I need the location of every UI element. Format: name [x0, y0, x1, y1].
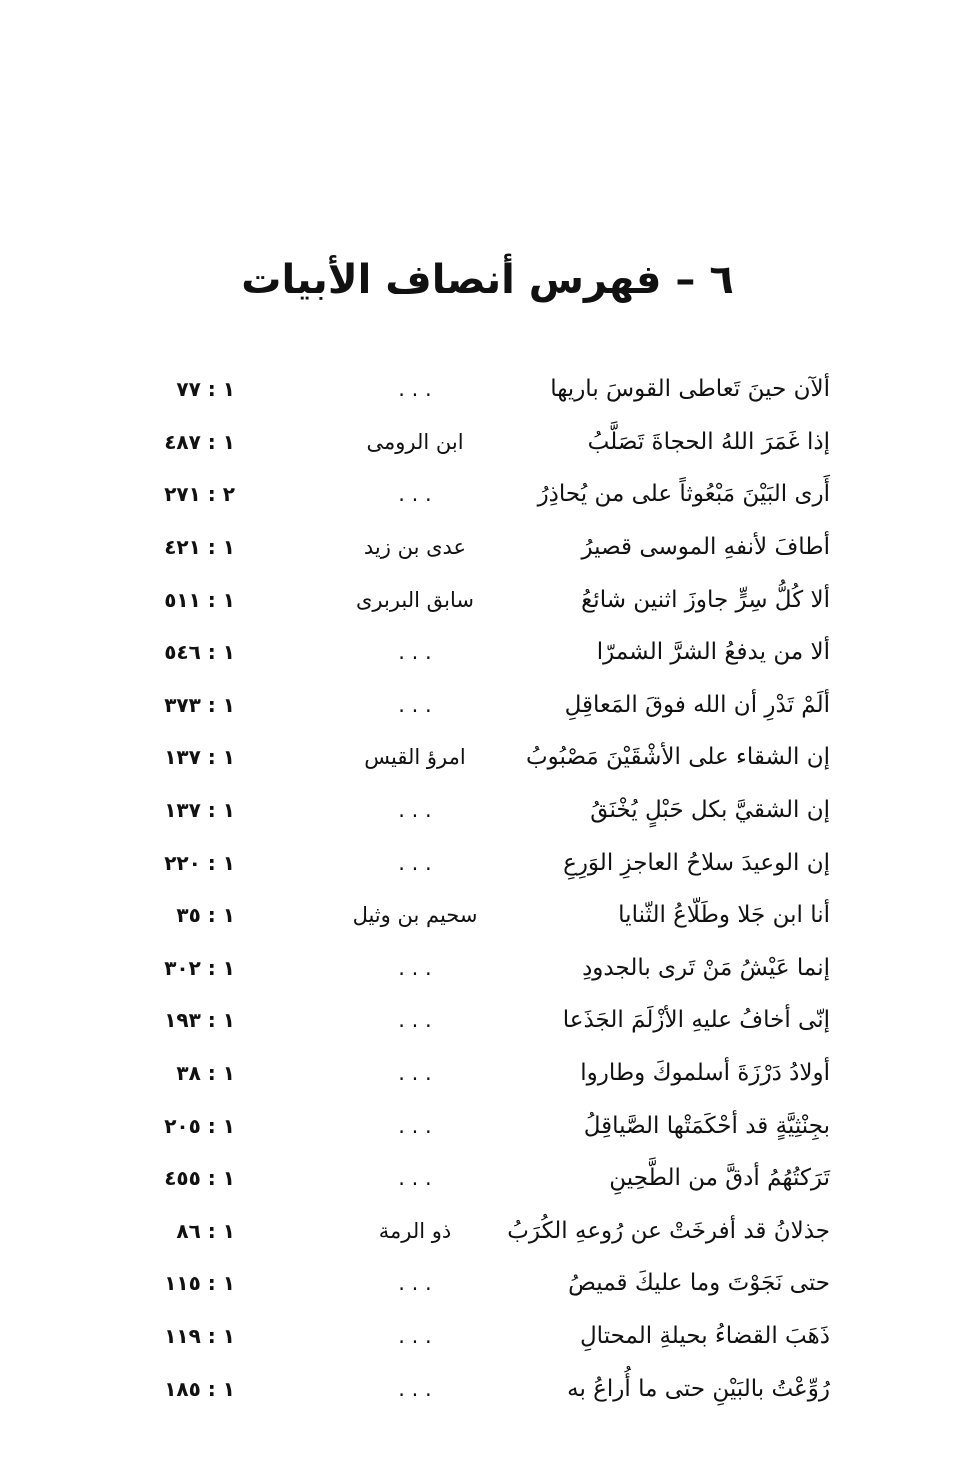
half-verse: أولادُ دَرْزَةَ أسلموكَ وطاروا	[580, 1060, 830, 1087]
half-verse: بجِنْثِيَّةٍ قد أحْكَمَتْها الصَّياقِلُ	[583, 1112, 830, 1139]
verse-reference: ١ : ٢٠٥	[164, 1113, 235, 1138]
half-verse: ألا من يدفعُ الشرَّ الشمرّا	[596, 639, 830, 666]
verse-reference: ١ : ٤٨٧	[164, 429, 235, 454]
verse-reference: ١ : ٥٤٦	[164, 640, 235, 665]
verse-reference: ١ : ٧٧	[176, 377, 235, 402]
poet-name: . . .	[398, 1271, 432, 1296]
poet-name: . . .	[398, 955, 432, 980]
poet-name: . . .	[398, 1323, 432, 1348]
poet-name: امرؤ القيس	[364, 745, 466, 770]
half-verse: رُوِّعْتُ بالبَيْنِ حتى ما أُراعُ به	[567, 1375, 830, 1402]
list-item	[140, 784, 830, 837]
poet-name: ابن الرومى	[366, 429, 464, 454]
page-title: ٦ – فهرس أنصاف الأبيات	[241, 257, 734, 303]
poet-name: . . .	[398, 692, 432, 717]
verse-reference: ١ : ٥١١	[164, 587, 235, 612]
verse-reference: ١ : ١٩٣	[164, 1008, 235, 1033]
list-item	[140, 731, 830, 784]
half-verse: إنّى أخافُ عليهِ الأزْلَمَ الجَذَعا	[562, 1007, 830, 1034]
list-item	[140, 1205, 830, 1258]
half-verse: إن الوعيدَ سلاحُ العاجزِ الوَرِعِ	[563, 849, 830, 876]
verse-reference: ١ : ٣٠٢	[164, 955, 235, 980]
half-verse: إن الشقيَّ بكل حَبْلٍ يُخْنَقُ	[590, 797, 830, 824]
verse-reference: ١ : ٣٧٣	[164, 692, 235, 717]
poet-name: عدى بن زيد	[363, 535, 467, 560]
verse-reference: ١ : ٤٢١	[164, 535, 235, 560]
poet-name: . . .	[398, 1113, 432, 1138]
list-item	[140, 994, 830, 1047]
verse-reference: ١ : ٨٦	[176, 1218, 235, 1243]
poet-name: . . .	[398, 377, 432, 402]
poet-name: . . .	[398, 1166, 432, 1191]
verse-reference: ١ : ١٣٧	[164, 745, 235, 770]
list-item	[140, 1099, 830, 1152]
poet-name: ذو الرمة	[378, 1218, 452, 1243]
list-item	[140, 1257, 830, 1310]
list-item	[140, 1047, 830, 1100]
list-item	[140, 521, 830, 574]
poet-name: . . .	[398, 1376, 432, 1401]
half-verse: أَرى البَيْنَ مَبْعُوثاً على من يُحاذِرُ	[537, 481, 830, 508]
verse-reference: ١ : ١٨٥	[164, 1376, 235, 1401]
verse-reference: ١ : ٢٢٠	[164, 850, 235, 875]
list-item	[140, 416, 830, 469]
verse-reference: ١ : ٣٥	[176, 903, 235, 928]
half-verse: ألآن حينَ تَعاطى القوسَ باريها	[550, 376, 830, 403]
poet-name: . . .	[398, 1008, 432, 1033]
half-verse: إذا غَمَرَ اللهُ الحجاةَ تَصَلَّبُ	[587, 428, 830, 455]
half-verse: تَرَكتُهُمُ أدقَّ من الطَّحِينِ	[609, 1165, 830, 1192]
list-item	[140, 1152, 830, 1205]
list-item	[140, 363, 830, 416]
verse-reference: ١ : ٣٨	[176, 1061, 235, 1086]
verse-reference: ١ : ٤٥٥	[164, 1166, 235, 1191]
half-verse: ألَمْ تَدْرِ أن الله فوقَ المَعاقِلِ	[564, 691, 830, 718]
half-verse: أنا ابن جَلا وطَلّاعُ الثّنايا	[618, 902, 830, 929]
half-verse: ذَهَبَ القضاءُ بحيلةِ المحتالِ	[579, 1322, 830, 1349]
list-item	[140, 626, 830, 679]
verse-reference: ١ : ١١٩	[164, 1323, 235, 1348]
verse-index-list	[140, 363, 830, 1415]
poet-name: . . .	[398, 640, 432, 665]
half-verse: ألا كُلُّ سِرٍّ جاوزَ اثنين شائعُ	[581, 586, 830, 613]
poet-name: . . .	[398, 482, 432, 507]
poet-name: . . .	[398, 798, 432, 823]
list-item	[140, 889, 830, 942]
poet-name: سابق البربرى	[355, 587, 475, 612]
half-verse: جذلانُ قد أفرخَتْ عن رُوعهِ الكُرَبُ	[507, 1217, 830, 1244]
verse-reference: ١ : ١٣٧	[164, 798, 235, 823]
list-item	[140, 679, 830, 732]
list-item	[140, 1362, 830, 1415]
half-verse: إنما عَيْشُ مَنْ تَرى بالجدودِ	[582, 954, 830, 981]
list-item	[140, 1310, 830, 1363]
list-item	[140, 573, 830, 626]
list-item	[140, 468, 830, 521]
verse-reference: ٢ : ٢٧١	[164, 482, 235, 507]
half-verse: حتى نَجَوْتَ وما عليكَ قميصُ	[568, 1270, 830, 1297]
half-verse: إن الشقاء على الأشْقَيْنَ مَصْبُوبُ	[525, 744, 830, 771]
list-item	[140, 942, 830, 995]
poet-name: . . .	[398, 850, 432, 875]
half-verse: أطافَ لأنفهِ الموسى قصيرُ	[581, 534, 830, 561]
verse-reference: ١ : ١١٥	[164, 1271, 235, 1296]
poet-name: سحيم بن وثيل	[352, 903, 478, 928]
poet-name: . . .	[398, 1061, 432, 1086]
list-item	[140, 836, 830, 889]
